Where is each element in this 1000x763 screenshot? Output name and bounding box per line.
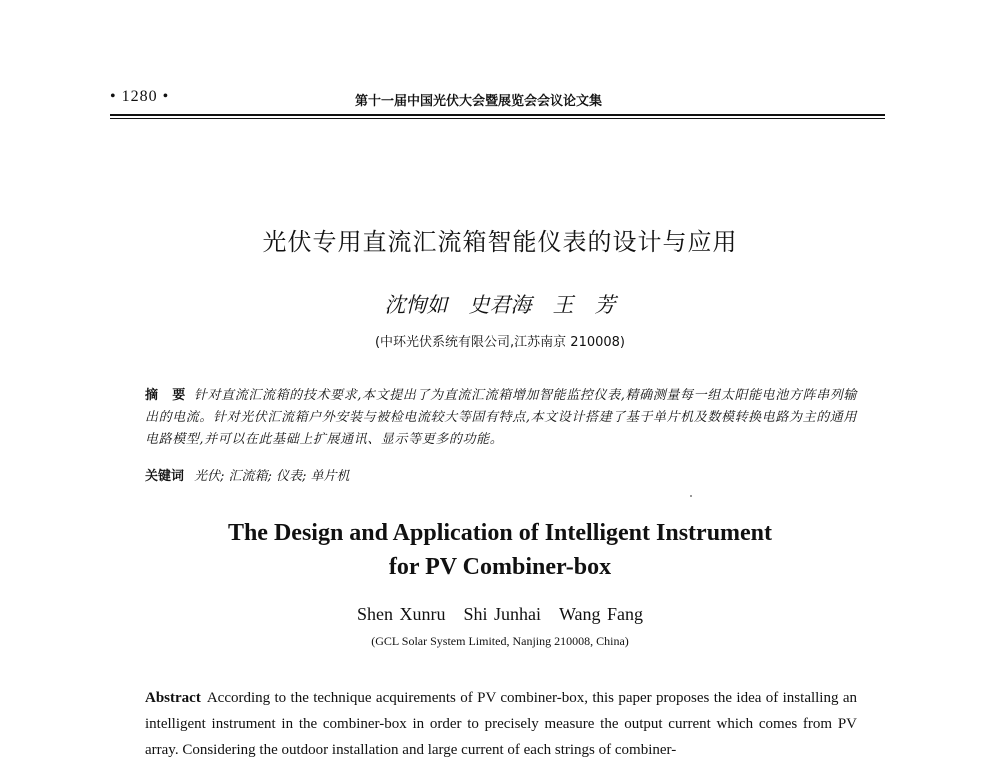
scan-speck [690, 495, 692, 497]
keywords-chinese-text: 光伏; 汇流箱; 仪表; 单片机 [194, 469, 350, 484]
affiliation-english: (GCL Solar System Limited, Nanjing 210008, China) [371, 634, 629, 648]
running-header [110, 88, 880, 112]
header-rule-thin [110, 118, 885, 119]
keywords-chinese-label: 关键词 [145, 469, 185, 484]
abstract-english [145, 685, 857, 763]
abstract-english-label: Abstract [145, 690, 201, 706]
authors-chinese: 沈恂如 史君海 王 芳 [384, 293, 616, 317]
paper-title-english-line2: for PV Combiner-box [388, 554, 612, 580]
page-number: • 1280 • [110, 88, 170, 105]
paper-title-english [0, 516, 1000, 584]
paper-title-english-line1: The Design and Application of Intelligent Instrument [227, 520, 773, 546]
header-rule-thick [110, 114, 885, 116]
paper-title-chinese: 光伏专用直流汇流箱智能仪表的设计与应用 [262, 228, 738, 256]
abstract-english-text: According to the technique acquirements of PV combiner-box, this paper proposes the idea of installing an intelligent instrument in the combiner-box in order to precisely measure the output current which comes from PV array. Considering the outdoor installation and large current of each strings of combiner- [145, 690, 857, 758]
abstract-chinese [145, 385, 857, 451]
keywords-chinese [145, 465, 857, 484]
authors-english: Shen Xunru Shi Junhai Wang Fang [356, 604, 644, 624]
abstract-chinese-text: 针对直流汇流箱的技术要求,本文提出了为直流汇流箱增加智能监控仪表,精确测量每一组太阳能电池方阵串列输出的电流。针对光伏汇流箱户外安装与被检电流较大等固有特点,本文设计搭建了基于单片机及数模转换电路为主的通用电路模型,并可以在此基础上扩展通讯、显示等更多的功能。 [145, 388, 857, 447]
journal-title: 第十一届中国光伏大会暨展览会会议论文集 [355, 94, 603, 109]
abstract-chinese-label: 摘 要 [145, 388, 186, 403]
affiliation-chinese: (中环光伏系统有限公司,江苏南京 210008) [374, 335, 626, 350]
